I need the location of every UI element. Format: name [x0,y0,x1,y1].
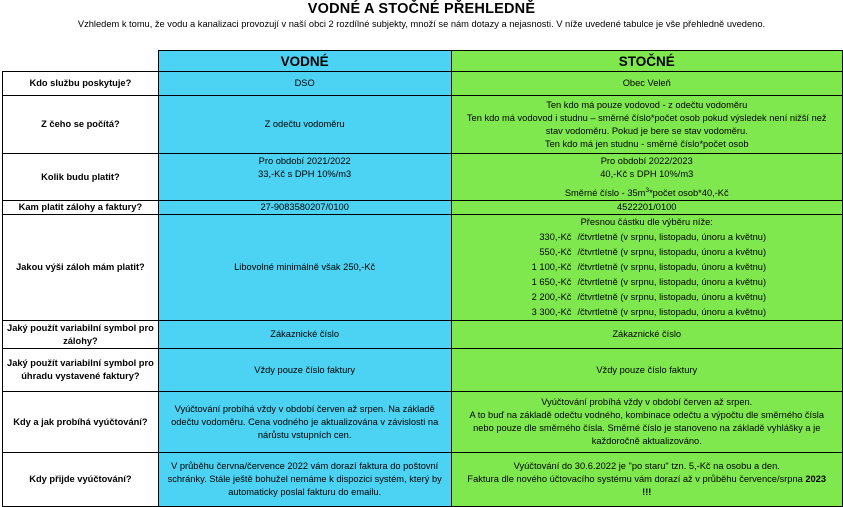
question-account: Kam platit zálohy a faktury? [3,201,159,215]
stocne-billing-line: každoročně aktualizováno. [591,436,702,446]
stocne-billing-line: nebo pouze dle směrného čísla. Směrné číslo je stanoveno na základě vyhlášky a je [473,423,821,433]
vodne-price-period: Pro období 2021/2022 [258,156,351,166]
vodne-price [158,154,451,201]
stocne-vs-deposit: Zákaznické číslo [451,321,843,349]
stocne-provider: Obec Veleň [451,72,843,96]
question-vs-deposit: Jaký použít variabilní symbol pro zálohy? [3,321,159,349]
table-row [3,349,843,392]
question-when-billing: Kdy přijde vyúčtování? [3,453,159,507]
vodne-deposit: Libovolné minimálně však 250,-Kč [158,215,451,321]
question-vs-invoice: Jaký použít variabilní symbol pro úhradu vystavené faktury? [3,349,159,392]
vodne-when-billing: V průběhu června/července 2022 vám dorazí faktura do poštovní schránky. Stále ještě bohužel nemáme k dispozici systém, který by automaticky poslal fakturu do emailu. [158,453,451,507]
deposit-period: /čtvrtletně (v srpnu, listopadu, únoru a květnu) [577,307,767,317]
deposit-period: /čtvrtletně (v srpnu, listopadu, únoru a květnu) [577,262,767,272]
header-stocne: STOČNÉ [451,51,843,72]
overview-table [2,50,843,507]
stocne-when-exclaim: !!! [642,487,652,497]
table-row [3,392,843,453]
deposit-amount: 2 200,-Kč [531,292,572,302]
stocne-price-formula [456,187,839,200]
stocne-account: 4522201/0100 [451,201,843,215]
stocne-billing [451,392,843,453]
stocne-calc-line: Ten kdo má jen studnu - směrné číslo*počet osob [544,138,749,149]
stocne-when-line [456,473,839,486]
stocne-calc-line: Ten kdo má pouze vodovod - z odečtu vodoměru [546,99,748,110]
table-row [3,201,843,215]
stocne-price-amount: 40,-Kč s DPH 10%/m3 [600,169,694,179]
table-row [3,215,843,321]
vodne-vs-deposit: Zákaznické číslo [158,321,451,349]
stocne-when-year: 2023 [805,474,827,484]
stocne-price-period: Pro období 2022/2023 [600,156,693,166]
page-title: VODNÉ A STOČNÉ PŘEHLEDNĚ [307,1,536,17]
deposit-option [456,245,839,260]
stocne-calc [451,96,843,154]
vodne-vs-invoice: Vždy pouze číslo faktury [158,349,451,392]
question-provider: Kdo službu poskytuje? [3,72,159,96]
table-row [3,453,843,507]
deposit-option [456,275,839,290]
corner-cell [3,51,159,72]
stocne-when-billing [451,453,843,507]
table-row [3,96,843,154]
deposit-option [456,290,839,305]
table-row [3,72,843,96]
deposit-period: /čtvrtletně (v srpnu, listopadu, únoru a květnu) [577,247,767,257]
vodne-account: 27-9083580207/0100 [158,201,451,215]
stocne-deposit [451,215,843,321]
deposit-period: /čtvrtletně (v srpnu, listopadu, únoru a květnu) [577,277,767,287]
deposit-period: /čtvrtletně (v srpnu, listopadu, únoru a květnu) [577,232,767,242]
deposit-amount: 330,-Kč [539,232,572,242]
stocne-when-text: Faktura dle nového účtovacího systému vám dorazí až v průběhu července/srpna [467,474,803,484]
stocne-price [451,154,843,201]
question-billing: Kdy a jak probíhá vyúčtování? [3,392,159,453]
question-deposit: Jakou výši záloh mám platit? [3,215,159,321]
deposit-period: /čtvrtletně (v srpnu, listopadu, únoru a květnu) [577,292,767,302]
deposit-intro: Přesnou částku dle výběru níže: [580,217,713,227]
question-price: Kolik budu platit? [3,154,159,201]
deposit-option [456,305,839,320]
deposit-amount: 1 100,-Kč [531,262,572,272]
deposit-amount: 3 300,-Kč [531,307,572,317]
stocne-vs-invoice: Vždy pouze číslo faktury [451,349,843,392]
vodne-billing: Vyúčtování probíhá vždy v období červen až srpen. Na základě odečtu vodoměru. Cena vodného je aktualizována v závislosti na nárůstu vstupních cen. [158,392,451,453]
deposit-amount: 550,-Kč [539,247,572,257]
stocne-billing-line: A to buď na základě odečtu vodného, kombinace odečtu a výpočtu dle směrného čísla [469,410,825,420]
header-row [3,51,843,72]
deposit-option [456,260,839,275]
vodne-calc: Z odečtu vodoměru [158,96,451,154]
deposit-amount: 1 650,-Kč [531,277,572,287]
stocne-calc-line: stav vodoměru. Pokud je bere se stav vodoměru. [545,125,748,136]
table-row [3,154,843,201]
deposit-option [456,230,839,245]
formula-part: Směrné číslo - 35m [564,188,646,198]
stocne-calc-line: Ten kdo má vodovod i studnu – směrné číslo*počet osob pokud výsledek není nižší než [466,112,827,123]
header-vodne: VODNÉ [158,51,451,72]
formula-sup: 3 [645,186,650,194]
formula-part: *počet osob*40,-Kč [649,188,729,198]
question-calc: Z čeho se počítá? [3,96,159,154]
page-subtitle: Vzhledem k tomu, že vodu a kanalizaci provozují v naší obci 2 rozdílné subjekty, množí se nám dotazy a nejasnosti. V níže uvedené tabulce je vše přehledně uvedeno. [77,19,766,29]
vodne-price-amount: 33,-Kč s DPH 10%/m3 [258,169,352,179]
vodne-provider: DSO [158,72,451,96]
stocne-billing-line: Vyúčtování probíhá vždy v období červen až srpen. [541,397,753,407]
stocne-when-line: Vyúčtování do 30.6.2022 je "po staru" tzn. 5,-Kč na osobu a den. [513,461,780,471]
table-row [3,321,843,349]
